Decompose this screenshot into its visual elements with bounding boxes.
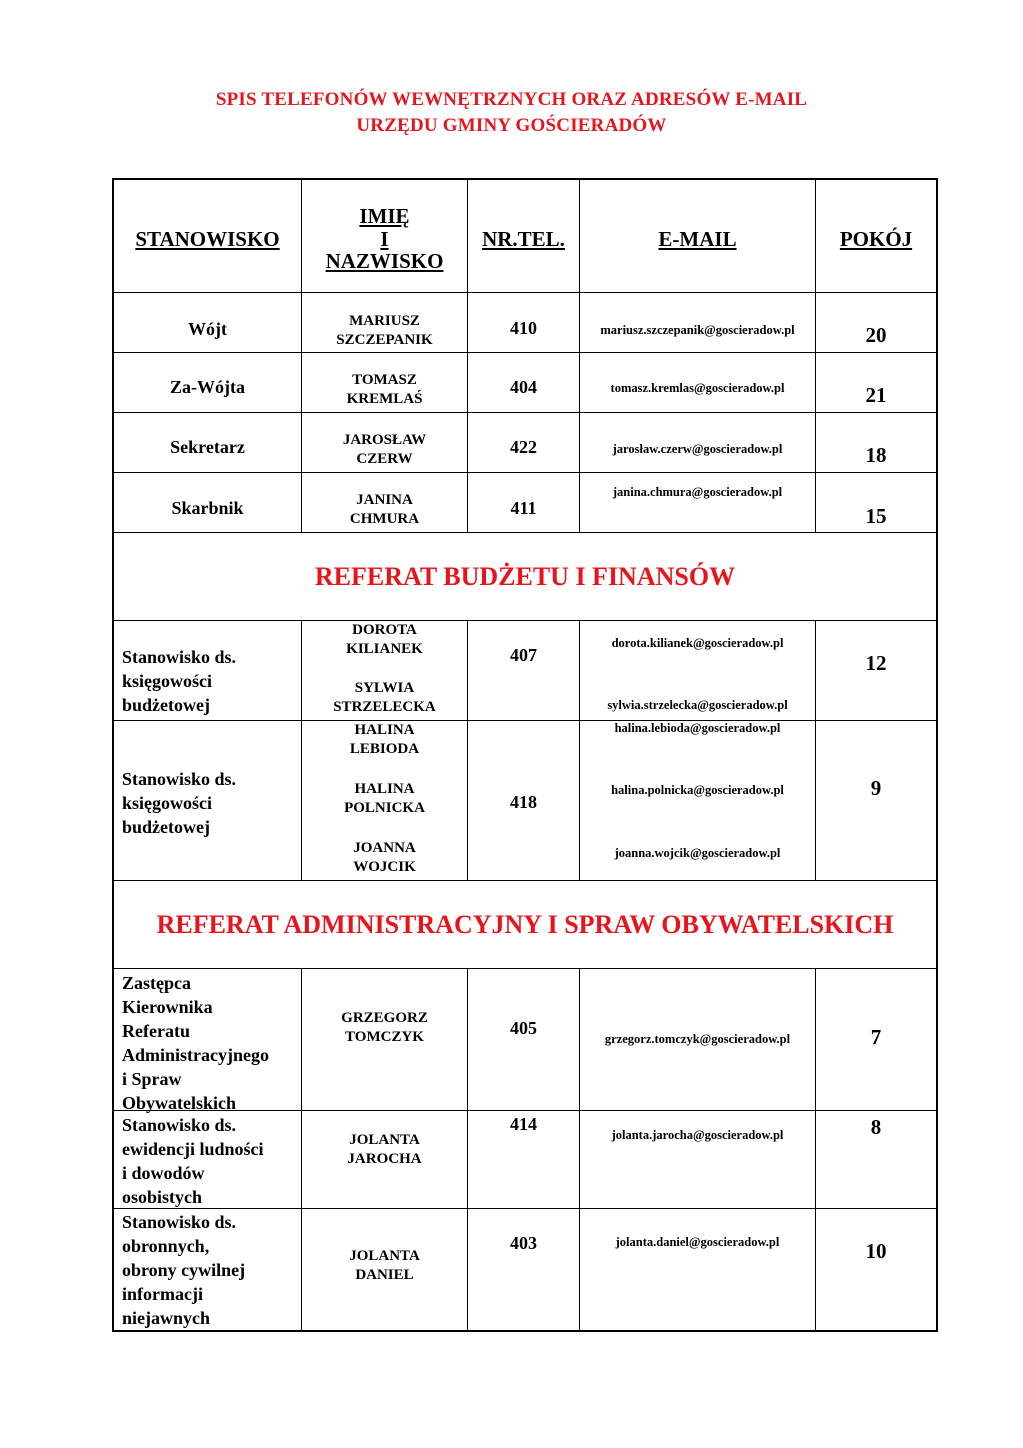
table-row xyxy=(114,1110,936,1208)
position-cell: Stanowisko ds. obronnych, obrony cywilnej informacji niejawnych xyxy=(122,1212,246,1328)
header-email: E-MAIL xyxy=(579,180,815,292)
name-cell: HALINA LEBIODA HALINA POLNICKA JOANNA WOJCIK xyxy=(301,721,467,880)
header-name: IMIĘ I NAZWISKO xyxy=(301,180,467,292)
phone-directory-table xyxy=(112,178,938,1332)
phone-cell: 403 xyxy=(467,1209,579,1330)
position-cell: Stanowisko ds. ewidencji ludności i dowodów osobistych xyxy=(122,1115,264,1207)
name-cell: JAROSŁAW CZERW xyxy=(301,413,467,472)
table-row xyxy=(114,352,936,412)
name-cell: MARIUSZ SZCZEPANIK xyxy=(301,293,467,352)
table-row xyxy=(114,472,936,532)
email-cell: janina.chmura@goscieradow.pl xyxy=(579,473,815,532)
header-phone: NR.TEL. xyxy=(467,180,579,292)
phone-cell: 405 xyxy=(467,969,579,1110)
section-heading-admin xyxy=(114,880,936,968)
name-cell: GRZEGORZ TOMCZYK xyxy=(301,969,467,1110)
phone-cell: 422 xyxy=(467,413,579,472)
table-header-row xyxy=(114,180,936,292)
room-cell: 20 xyxy=(815,293,936,352)
room-cell: 18 xyxy=(815,413,936,472)
phone-cell: 407 xyxy=(467,621,579,720)
phone-cell: 414 xyxy=(467,1111,579,1208)
email-cell: halina.lebioda@goscieradow.pl halina.polnicka@goscieradow.pl joanna.wojcik@goscieradow.pl xyxy=(579,721,815,880)
name-cell: DOROTA KILIANEK SYLWIA STRZELECKA xyxy=(301,621,467,720)
table-row xyxy=(114,968,936,1113)
email-cell: jolanta.daniel@goscieradow.pl xyxy=(579,1209,815,1330)
position-cell: Skarbnik xyxy=(171,498,244,518)
email-cell: dorota.kilianek@goscieradow.pl sylwia.strzelecka@goscieradow.pl xyxy=(579,621,815,720)
email-cell: jarosław.czerw@goscieradow.pl xyxy=(579,413,815,472)
email-cell: jolanta.jarocha@goscieradow.pl xyxy=(579,1111,815,1208)
document-title-line2: URZĘDU GMINY GOŚCIERADÓW xyxy=(356,115,667,136)
phone-cell: 410 xyxy=(467,293,579,352)
name-cell: JOLANTA DANIEL xyxy=(301,1209,467,1330)
room-cell: 21 xyxy=(815,353,936,412)
section-title: REFERAT BUDŻETU I FINANSÓW xyxy=(314,561,736,591)
table-row xyxy=(114,1208,936,1330)
table-row xyxy=(114,720,936,880)
email-cell: tomasz.kremlas@goscieradow.pl xyxy=(579,353,815,412)
position-cell: Sekretarz xyxy=(170,437,245,457)
name-cell: JOLANTA JAROCHA xyxy=(301,1111,467,1208)
table-row xyxy=(114,292,936,352)
position-cell: Stanowisko ds. księgowości budżetowej xyxy=(122,769,237,837)
position-cell: Za-Wójta xyxy=(170,377,245,397)
position-cell: Zastępca Kierownika Referatu Administracyjnego i Spraw Obywatelskich xyxy=(122,973,269,1113)
room-cell: 12 xyxy=(815,621,936,720)
document-title-line1: SPIS TELEFONÓW WEWNĘTRZNYCH ORAZ ADRESÓW E-MAIL xyxy=(215,89,808,110)
header-position: STANOWISKO xyxy=(135,226,280,251)
room-cell: 9 xyxy=(815,721,936,880)
email-cell: mariusz.szczepanik@goscieradow.pl xyxy=(579,293,815,352)
phone-cell: 411 xyxy=(467,473,579,532)
phone-cell: 418 xyxy=(467,721,579,880)
section-heading-budget xyxy=(114,532,936,620)
room-cell: 10 xyxy=(815,1209,936,1330)
phone-cell: 404 xyxy=(467,353,579,412)
room-cell: 15 xyxy=(815,473,936,532)
name-cell: TOMASZ KREMLAŚ xyxy=(301,353,467,412)
position-cell: Stanowisko ds. księgowości budżetowej xyxy=(122,647,237,715)
header-room: POKÓJ xyxy=(815,180,936,292)
section-title: REFERAT ADMINISTRACYJNY I SPRAW OBYWATELSKICH xyxy=(156,909,894,939)
room-cell: 7 xyxy=(815,969,936,1110)
name-cell: JANINA CHMURA xyxy=(301,473,467,532)
table-row xyxy=(114,412,936,472)
room-cell: 8 xyxy=(815,1111,936,1208)
position-cell: Wójt xyxy=(188,319,227,339)
table-row xyxy=(114,620,936,720)
email-cell: grzegorz.tomczyk@goscieradow.pl xyxy=(579,969,815,1110)
